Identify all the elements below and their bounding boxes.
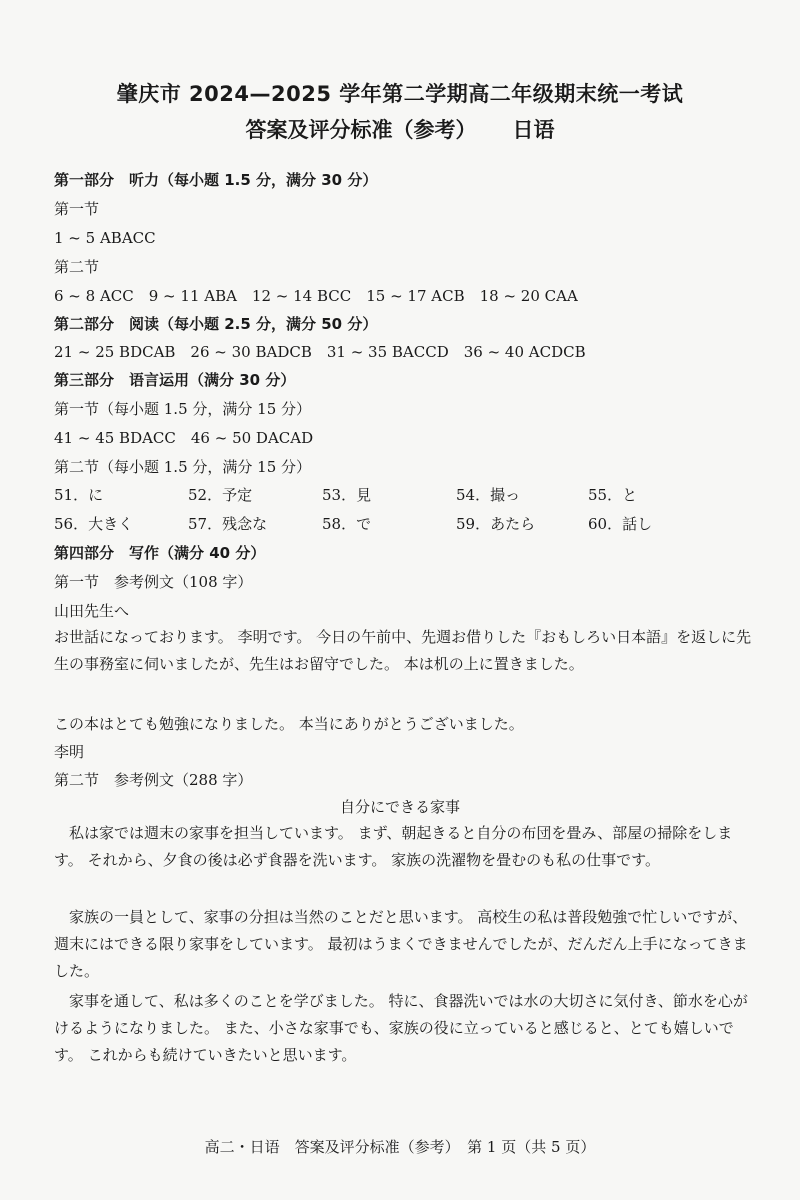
answer-item: 57．残念な [188, 515, 268, 533]
part1-section1-answers: 1 ~ 5 ABACC [54, 229, 156, 247]
essay-title: 自分にできる家事 [339, 798, 460, 816]
part4-section1-label: 第一节 参考例文（108 字） [54, 573, 253, 591]
part3-heading: 第三部分 语言运用（满分 30 分） [54, 371, 296, 389]
part2-heading: 第二部分 阅读（每小题 2.5 分，满分 50 分） [54, 315, 378, 333]
part3-section2-label: 第二节（每小题 1.5 分，满分 15 分） [54, 458, 312, 476]
part1-section1-label: 第一节 [54, 200, 100, 218]
answer-item: 52．予定 [188, 486, 253, 504]
answer-item: 59．あたら [456, 515, 536, 533]
essay-paragraph-3: 家事を通して、私は多くのことを学びました。 特に、食器洗いでは水の大切さに気付き、節水を心がけるようになりました。 また、小さな家事でも、家族の役に立っていると感じると、とても嬉しいです。 これからも続けていきたいと思います。 [54, 992, 748, 1064]
letter-signature: 李明 [54, 743, 85, 761]
answer-item: 53．見 [322, 486, 372, 504]
answer-item: 56．大きく [54, 515, 134, 533]
answer-item: 60．話し [588, 515, 653, 533]
subtitle-subject: 日语 [512, 118, 555, 142]
essay-paragraph-2: 家族の一員として、家事の分担は当然のことだと思います。 高校生の私は普段勉強で忙しいですが、週末にはできる限り家事をしています。 最初はうまくできませんでしたが、だんだん上手になってきました。 [54, 908, 748, 980]
part1-section2-answers: 6 ~ 8 ACC 9 ~ 11 ABA 12 ~ 14 BCC 15 ~ 17 ACB 18 ~ 20 CAA [54, 287, 578, 305]
part2-answers: 21 ~ 25 BDCAB 26 ~ 30 BADCB 31 ~ 35 BACCD 36 ~ 40 ACDCB [54, 343, 586, 361]
answer-item: 54．撮っ [456, 486, 521, 504]
part4-section2-label: 第二节 参考例文（288 字） [54, 771, 253, 789]
letter-salutation: 山田先生へ [54, 602, 130, 620]
page-footer: 高二・日语 答案及评分标准（参考） 第 1 页（共 5 页） [204, 1138, 596, 1156]
part4-heading: 第四部分 写作（满分 40 分） [54, 544, 266, 562]
answer-item: 55．と [588, 486, 638, 504]
part3-section1-label: 第一节（每小题 1.5 分，满分 15 分） [54, 400, 312, 418]
part1-section2-label: 第二节 [54, 258, 100, 276]
letter-body-2: この本はとても勉強になりました。 本当にありがとうございました。 [54, 715, 524, 733]
part1-heading: 第一部分 听力（每小题 1.5 分，满分 30 分） [54, 171, 378, 189]
answer-item: 58．で [322, 515, 372, 533]
subtitle-answer-key: 答案及评分标准（参考） [245, 118, 477, 142]
answer-item: 51．に [54, 486, 104, 504]
exam-title: 肇庆市 2024—2025 学年第二学期高二年级期末统一考试 [116, 82, 684, 106]
part3-section1-answers: 41 ~ 45 BDACC 46 ~ 50 DACAD [54, 429, 314, 447]
exam-subtitle [0, 114, 800, 144]
essay-paragraph-1: 私は家では週末の家事を担当しています。 まず、朝起きると自分の布団を畳み、部屋の掃除をします。 それから、夕食の後は必ず食器を洗います。 家族の洗濯物を畳むのも私の仕事です。 [54, 824, 733, 869]
letter-body-1: お世話になっております。 李明です。 今日の午前中、先週お借りした『おもしろい日本語』を返しに先生の事務室に伺いましたが、先生はお留守でした。 本は机の上に置きました。 [54, 628, 752, 673]
